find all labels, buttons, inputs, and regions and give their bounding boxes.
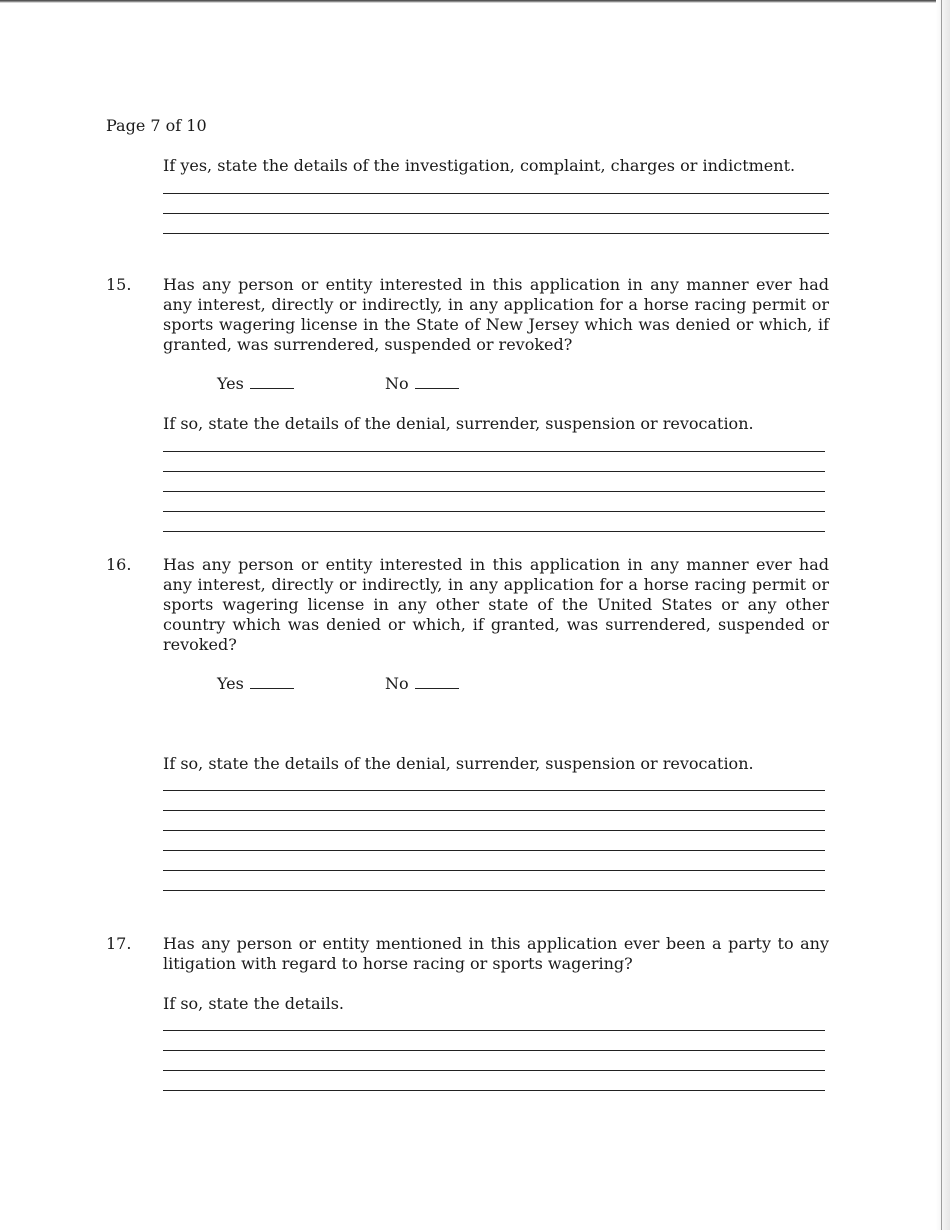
question-17-answer-line-3[interactable] — [163, 1070, 825, 1071]
intro-answer-line-3[interactable] — [163, 233, 829, 234]
question-17-number: 17. — [106, 934, 132, 953]
question-15-details-prompt: If so, state the details of the denial, surrender, suspension or revocation. — [163, 414, 754, 433]
question-15-yes-label: Yes — [217, 374, 244, 393]
question-15-no-label: No — [385, 374, 409, 393]
question-16-yes[interactable] — [217, 674, 294, 694]
question-15-no[interactable] — [385, 374, 459, 394]
question-15-answer-line-4[interactable] — [163, 511, 825, 512]
question-16-answer-line-4[interactable] — [163, 850, 825, 851]
scan-right-shadow — [936, 0, 950, 1230]
question-16-no[interactable] — [385, 674, 459, 694]
question-15-answer-line-5[interactable] — [163, 531, 825, 532]
question-17-answer-line-1[interactable] — [163, 1030, 825, 1031]
question-16-answer-line-1[interactable] — [163, 790, 825, 791]
question-16-yes-label: Yes — [217, 674, 244, 693]
question-15-text: Has any person or entity interested in this application in any manner ever had any interest, directly or indirectly, in any application for a horse racing permit or sports wagering license in the State of New Jersey which was denied or which, if granted, was surrendered, suspended or revoked? — [163, 275, 829, 354]
question-15-answer-line-2[interactable] — [163, 471, 825, 472]
question-16-details-prompt: If so, state the details of the denial, surrender, suspension or revocation. — [163, 754, 754, 773]
question-15-no-blank[interactable] — [415, 374, 459, 389]
question-15-answer-line-3[interactable] — [163, 491, 825, 492]
question-16-answer-line-6[interactable] — [163, 890, 825, 891]
question-16-answer-line-3[interactable] — [163, 830, 825, 831]
question-17-text: Has any person or entity mentioned in this application ever been a party to any litigation with regard to horse racing or sports wagering? — [163, 934, 829, 973]
question-16-yes-blank[interactable] — [250, 674, 294, 689]
question-17-answer-line-2[interactable] — [163, 1050, 825, 1051]
question-17-answer-line-4[interactable] — [163, 1090, 825, 1091]
question-16-text: Has any person or entity interested in this application in any manner ever had any interest, directly or indirectly, in any application for a horse racing permit or sports wagering license in any other state of the United States or any other country which was denied or which, if granted, was surrendered, suspended or revoked? — [163, 555, 829, 654]
question-15-answer-line-1[interactable] — [163, 451, 825, 452]
question-16-no-label: No — [385, 674, 409, 693]
question-15-yes[interactable] — [217, 374, 294, 394]
intro-details-prompt: If yes, state the details of the investigation, complaint, charges or indictment. — [163, 156, 796, 175]
question-16-answer-line-5[interactable] — [163, 870, 825, 871]
page-number: Page 7 of 10 — [106, 116, 207, 135]
scan-right-edge — [941, 0, 942, 1230]
question-16-number: 16. — [106, 555, 132, 574]
question-15-number: 15. — [106, 275, 132, 294]
question-17-details-prompt: If so, state the details. — [163, 994, 345, 1013]
intro-answer-line-1[interactable] — [163, 193, 829, 194]
question-16-answer-line-2[interactable] — [163, 810, 825, 811]
question-16-no-blank[interactable] — [415, 674, 459, 689]
scan-top-edge — [0, 0, 950, 3]
intro-answer-line-2[interactable] — [163, 213, 829, 214]
question-15-yes-blank[interactable] — [250, 374, 294, 389]
